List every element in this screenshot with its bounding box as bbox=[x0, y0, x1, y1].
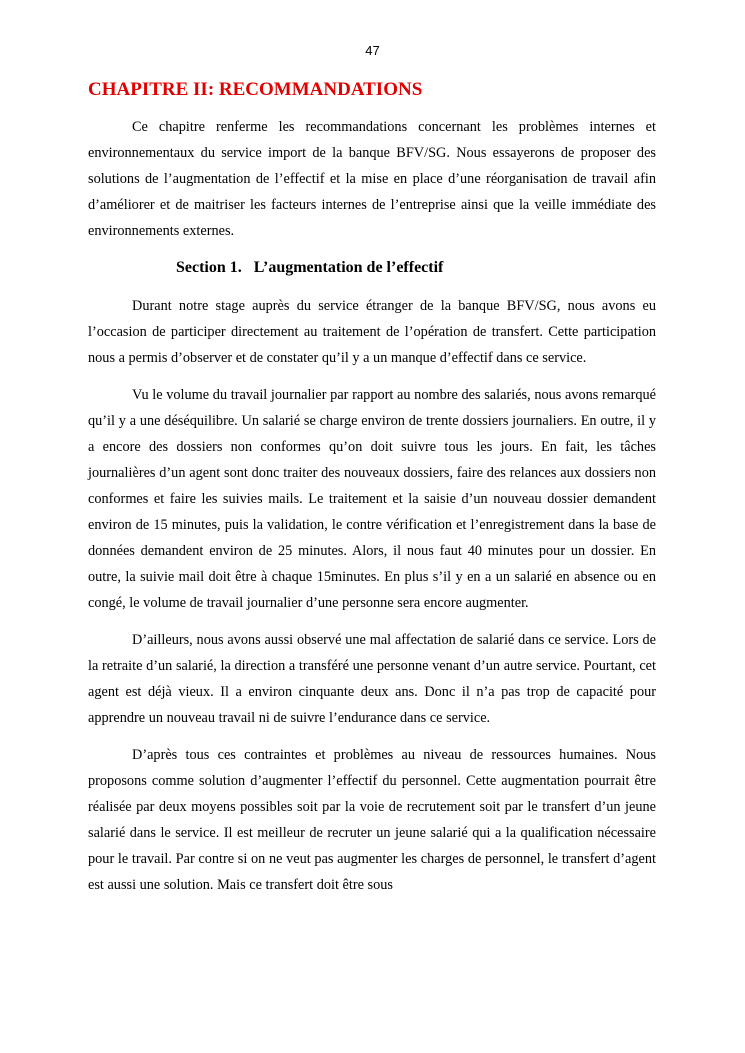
section-number: Section 1. bbox=[176, 259, 242, 276]
body-paragraph-1: Durant notre stage auprès du service étranger de la banque BFV/SG, nous avons eu l’occasion de participer directement au traitement de l’opération de transfert. Cette participation nous a permis d’observer et de constater qu’il y a un manque d’effectif dans ce service. bbox=[88, 298, 656, 366]
body-paragraph-2: Vu le volume du travail journalier par rapport au nombre des salariés, nous avons remarqué qu’il y a une déséquilibre. Un salarié se charge environ de trente dossiers journaliers. En outre, il y a encore des dossiers non conformes qu’on doit suivre tous les jours. En fait, les tâches journalières d’un agent sont donc traiter des nouveaux dossiers, faire des relances aux dossiers non conformes et faire les suivies mails. Le traitement et la saisie d’un nouveau dossier demandent environ de 15 minutes, puis la validation, le contre vérification et l’enregistrement dans la base de données demandent environ de 25 minutes. Alors, il nous faut 40 minutes pour un dossier. En outre, la suivie mail doit être à chaque 15minutes. En plus s’il y en a un salarié en absence ou en congé, le volume de travail journalier d’une personne sera encore augmenter. bbox=[88, 387, 656, 611]
chapter-title: CHAPITRE II: RECOMMANDATIONS bbox=[88, 79, 423, 100]
body-paragraph-3: D’ailleurs, nous avons aussi observé une mal affectation de salarié dans ce service. Lors de la retraite d’un salarié, la direction a transféré une personne venant d’un autre service. Pourtant, cet agent est déjà vieux. Il a environ cinquante deux ans. Donc il n’a pas trop de capacité pour apprendre un nouveau travail ni de suivre l’endurance dans ce service. bbox=[88, 632, 656, 726]
body-paragraph-4: D’après tous ces contraintes et problèmes au niveau de ressources humaines. Nous proposons comme solution d’augmenter l’effectif du personnel. Cette augmentation pourrait être réalisée par deux moyens possibles soit par la voie de recrutement soit par le transfert d’un jeune salarié dans le service. Il est meilleur de recruter un jeune salarié qui a la qualification nécessaire pour le travail. Par contre si on ne veut pas augmenter les charges de personnel, le transfert d’agent est aussi une solution. Mais ce transfert doit être sous bbox=[88, 747, 656, 893]
document-body bbox=[88, 78, 656, 909]
page-number: 47 bbox=[365, 43, 380, 58]
section-heading bbox=[88, 255, 656, 281]
section-title: L’augmentation de l’effectif bbox=[253, 259, 444, 276]
intro-paragraph: Ce chapitre renferme les recommandations concernant les problèmes internes et environnementaux du service import de la banque BFV/SG. Nous essayerons de proposer des solutions de l’augmentation de l’effectif et la mise en place d’une réorganisation de travail afin d’améliorer et de maitriser les facteurs internes de l’entreprise ainsi que la veille immédiate des environnements externes. bbox=[88, 119, 656, 239]
